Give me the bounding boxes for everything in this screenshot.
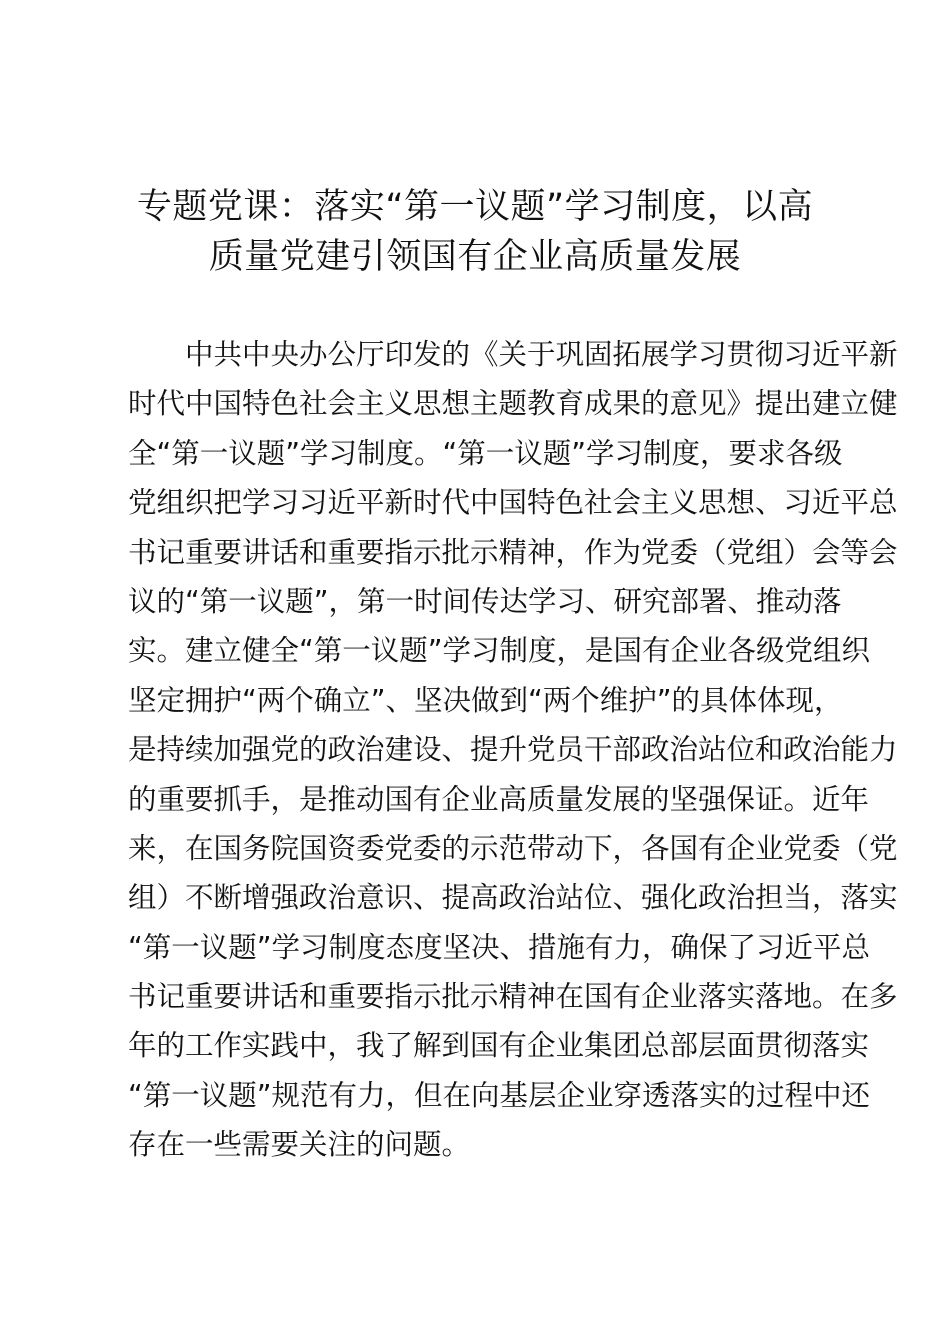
title-line: 质量党建引领国有企业高质量发展 [208,237,742,277]
paragraph-line: 年的工作实践中，我了解到国有企业集团总部层面贯彻落实 [128,1029,870,1063]
paragraph-line: 时代中国特色社会主义思想主题教育成果的意见》提出建立健 [128,387,898,421]
paragraph-line: 中共中央办公厅印发的《关于巩固拓展学习贯彻习近平新 [128,338,898,371]
paragraph-line: 坚定拥护“两个确立”、坚决做到“两个维护”的具体体现， [128,683,843,717]
paragraph-line: 组）不断增强政治意识、提高政治站位、强化政治担当，落实 [128,881,898,915]
paragraph-line: 议的“第一议题”，第一时间传达学习、研究部署、推动落 [128,584,842,618]
paragraph-line: 全“第一议题”学习制度。“第一议题”学习制度，要求各级 [128,436,843,470]
paragraph-line: 来，在国务院国资委党委的示范带动下，各国有企业党委（党 [128,831,898,865]
paragraph-line: 存在一些需要关注的问题。 [128,1128,471,1162]
paragraph-line: “第一议题”规范有力，但在向基层企业穿透落实的过程中还 [128,1078,871,1112]
paragraph-line: 是持续加强党的政治建设、提升党员干部政治站位和政治能力 [128,733,898,767]
paragraph-line: “第一议题”学习制度态度坚决、措施有力，确保了习近平总 [128,930,871,964]
document-title [100,182,850,282]
body-paragraph [128,330,898,1170]
paragraph-line: 书记重要讲话和重要指示批示精神在国有企业落实落地。在多 [128,980,898,1014]
title-line: 专题党课：落实“第一议题”学习制度，以高 [136,187,814,227]
paragraph-line: 实。建立健全“第一议题”学习制度，是国有企业各级党组织 [128,634,871,668]
paragraph-line: 书记重要讲话和重要指示批示精神，作为党委（党组）会等会 [128,535,898,569]
paragraph-line: 的重要抓手，是推动国有企业高质量发展的坚强保证。近年 [128,782,870,816]
paragraph-line: 党组织把学习习近平新时代中国特色社会主义思想、习近平总 [128,486,898,520]
